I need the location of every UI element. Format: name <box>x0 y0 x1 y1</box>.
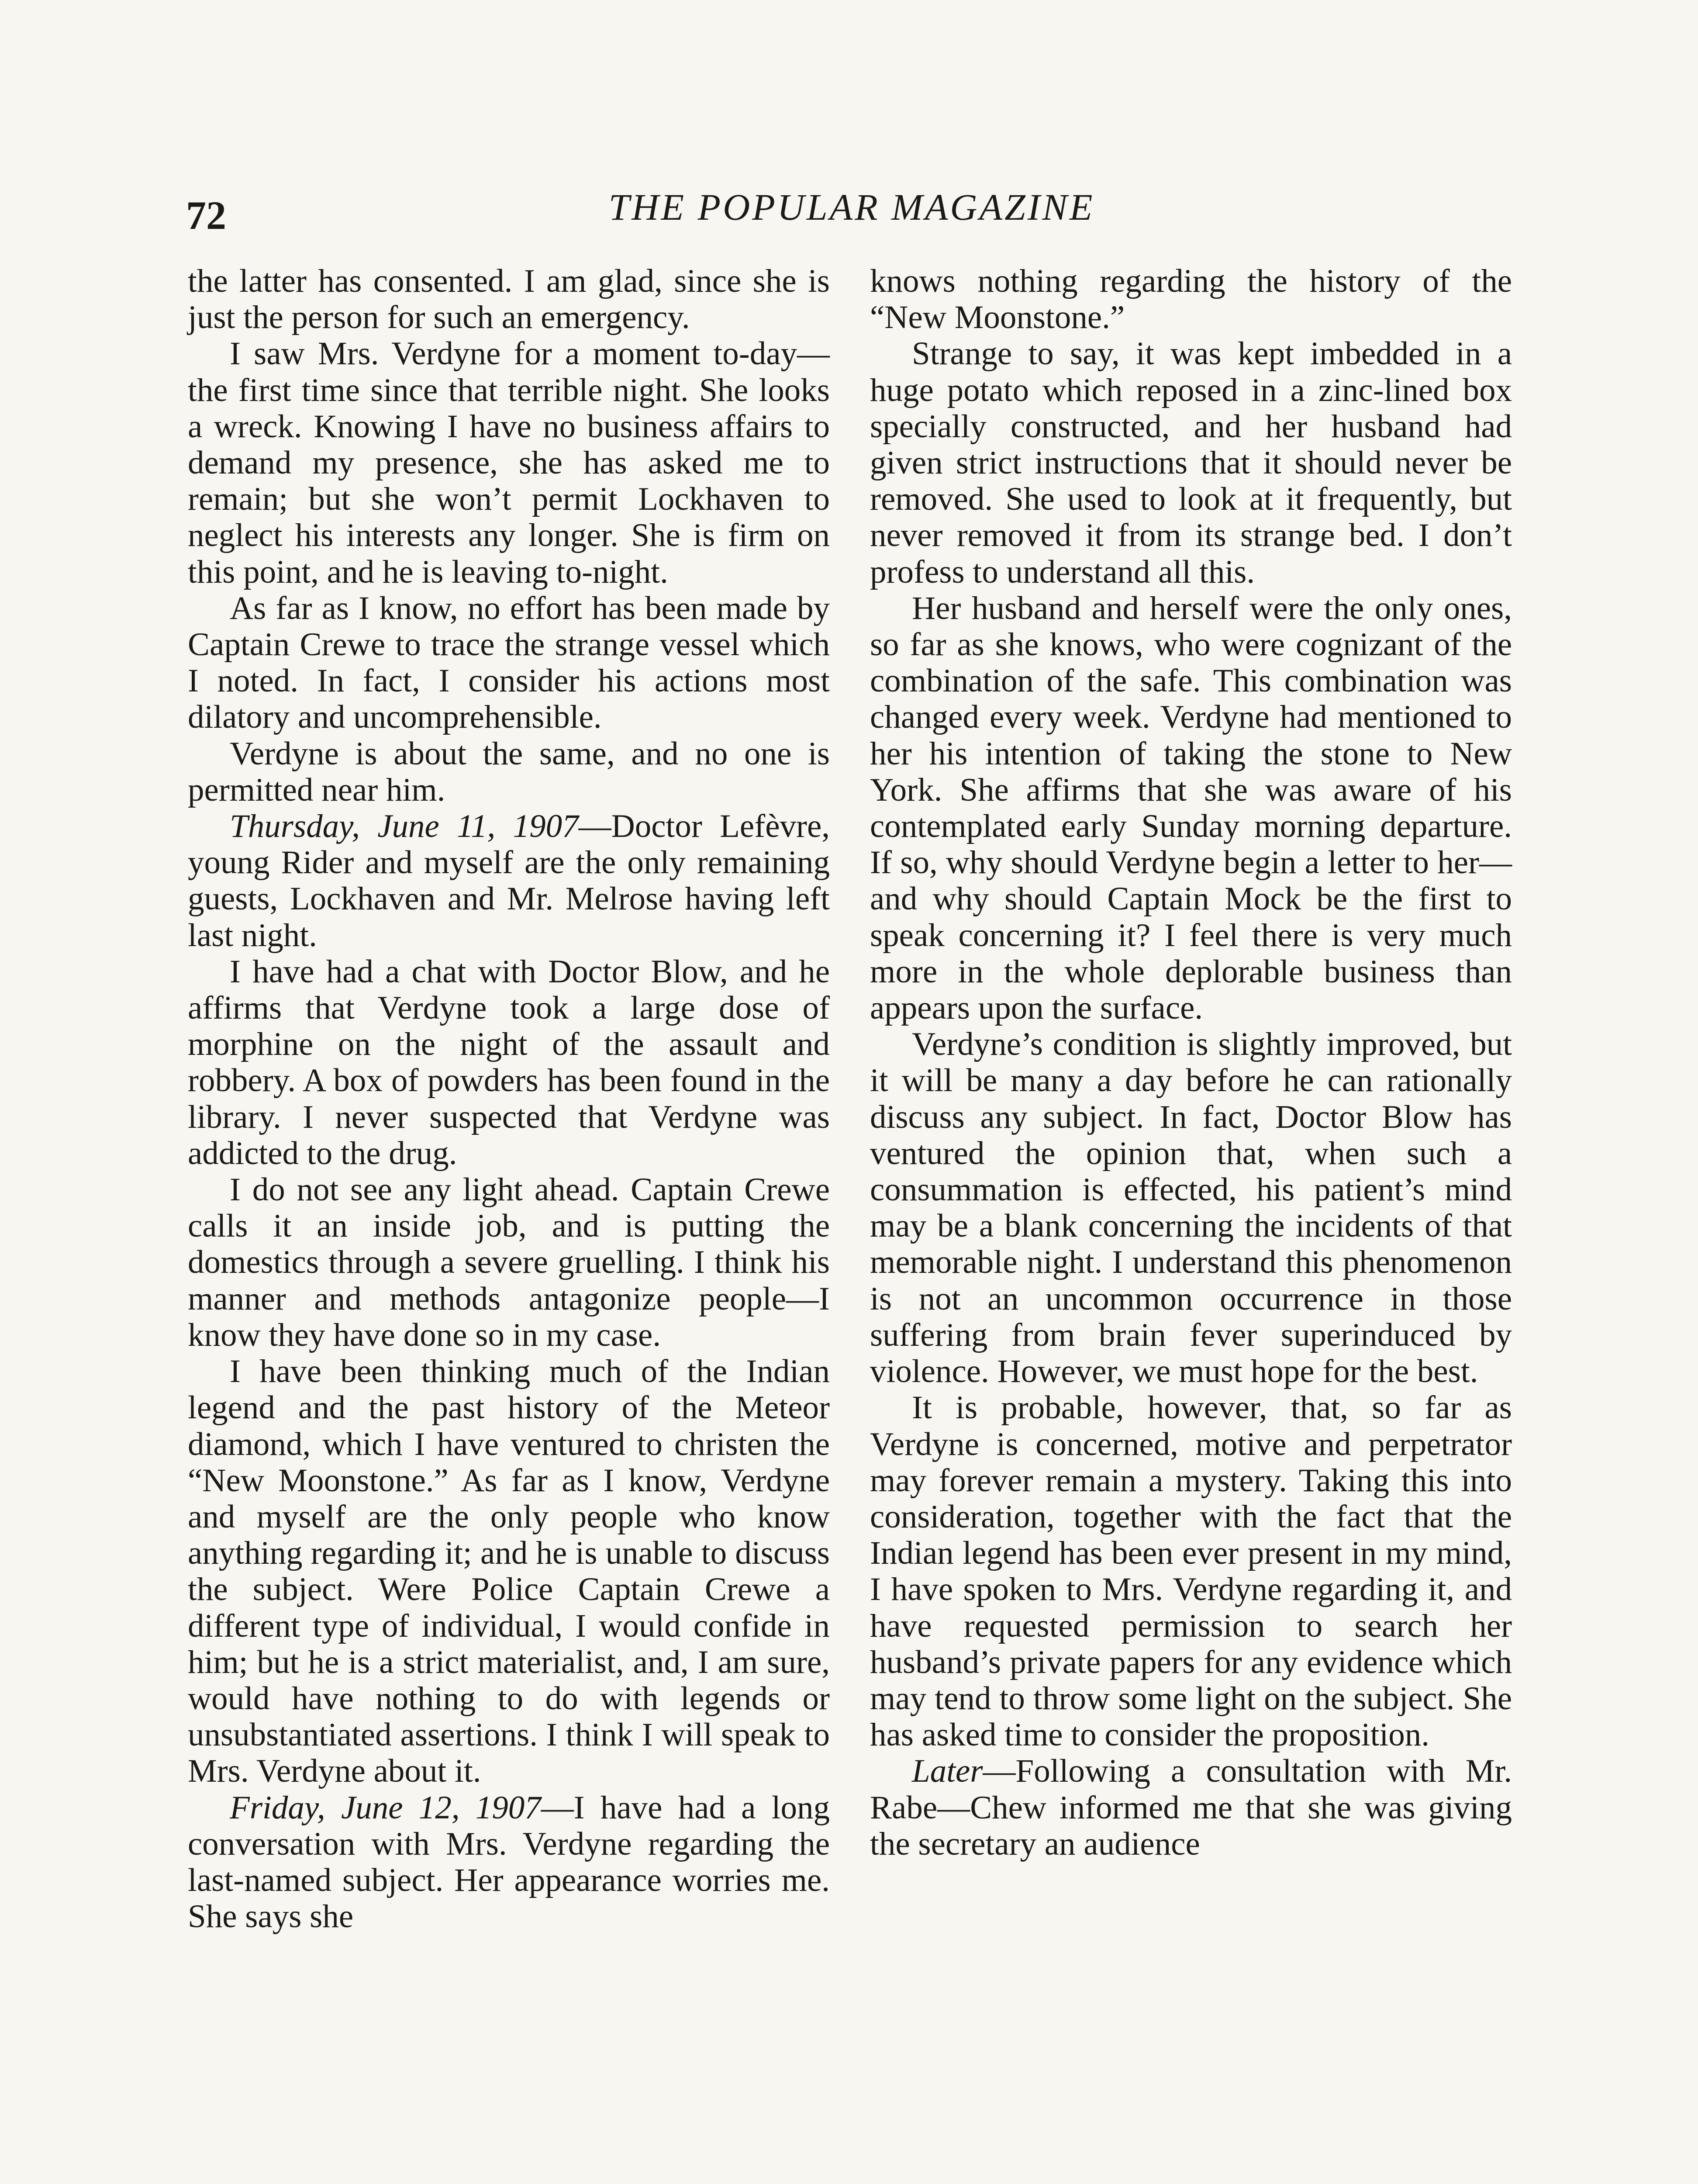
paragraph: I have had a chat with Doctor Blow, and he affirms that Verdyne took a large dose of morphine on the night of the assault and robbery. A box of powders has been found in the library. I never suspected that Verdyne was addicted to the drug. <box>188 953 830 1171</box>
paragraph: Verdyne is about the same, and no one is permitted near him. <box>188 735 830 808</box>
paragraph: Strange to say, it was kept imbedded in a huge potato which reposed in a zinc-lined box specially constructed, and her husband had given strict instructions that it should never be removed. She used to look at it frequently, but never removed it from its strange bed. I don’t profess to understand all this. <box>870 335 1512 590</box>
entry-date: Later <box>912 1753 983 1790</box>
paragraph: I saw Mrs. Verdyne for a moment to-day—the first time since that terrible night. She looks a wreck. Knowing I have no business affairs to demand my presence, she has asked me to remain; but she won’t permit Lockhaven to neglect his interests any longer. She is firm on this point, and he is leaving to-night. <box>188 335 830 590</box>
running-head: THE POPULAR MAGAZINE <box>608 186 1095 228</box>
entry-date: Friday, June 12, 1907 <box>230 1789 541 1826</box>
dated-paragraph <box>188 808 830 954</box>
dated-paragraph <box>870 1753 1512 1862</box>
right-column <box>870 263 1512 1862</box>
paragraph: I have been thinking much of the Indian legend and the past history of the Meteor diamond, which I have ventured to christen the “New Moonstone.” As far as I know, Verdyne and myself are the only people who know anything regarding it; and he is unable to discuss the subject. Were Police Captain Crewe a different type of individual, I would confide in him; but he is a strict materialist, and, I am sure, would have nothing to do with legends or unsubstantiated assertions. I think I will speak to Mrs. Verdyne about it. <box>188 1353 830 1790</box>
paragraph-text: —Following a consultation with Mr. Rabe—Chew informed me that she was giving the secretary an audience <box>870 1753 1512 1862</box>
paragraph: Her husband and herself were the only ones, so far as she knows, who were cognizant of the combination of the safe. This combination was changed every week. Verdyne had mentioned to her his intention of taking the stone to New York. She affirms that she was aware of his contemplated early Sunday morning departure. If so, why should Verdyne begin a letter to her—and why should Captain Mock be the first to speak concerning it? I feel there is very much more in the whole deplorable business than appears upon the surface. <box>870 590 1512 1026</box>
paragraph: knows nothing regarding the history of the “New Moonstone.” <box>870 263 1512 336</box>
paragraph-text: —Doctor Lefèvre, young Rider and myself are the only remaining guests, Lockhaven and Mr. Melrose having left last night. <box>188 808 830 954</box>
entry-date: Thursday, June 11, 1907 <box>230 808 579 845</box>
paragraph: the latter has consented. I am glad, since she is just the person for such an emergency. <box>188 263 830 336</box>
page-number: 72 <box>186 193 226 238</box>
dated-paragraph <box>188 1790 830 1935</box>
paragraph: As far as I know, no effort has been made by Captain Crewe to trace the strange vessel which I noted. In fact, I consider his actions most dilatory and uncomprehensible. <box>188 590 830 736</box>
left-column <box>188 263 830 1935</box>
paragraph: I do not see any light ahead. Captain Crewe calls it an inside job, and is putting the domestics through a severe gruelling. I think his manner and methods antagonize people—I know they have done so in my case. <box>188 1171 830 1353</box>
paragraph: Verdyne’s condition is slightly improved, but it will be many a day before he can rationally discuss any subject. In fact, Doctor Blow has ventured the opinion that, when such a consummation is effected, his patient’s mind may be a blank concerning the incidents of that memorable night. I understand this phenomenon is not an uncommon occurrence in those suffering from brain fever superinduced by violence. However, we must hope for the best. <box>870 1026 1512 1390</box>
paragraph: It is probable, however, that, so far as Verdyne is concerned, motive and perpetrator may forever remain a mystery. Taking this into consideration, together with the fact that the Indian legend has been ever present in my mind, I have spoken to Mrs. Verdyne regarding it, and have requested permission to search her husband’s private papers for any evidence which may tend to throw some light on the subject. She has asked time to consider the proposition. <box>870 1389 1512 1753</box>
paragraph-text: —I have had a long conversation with Mrs. Verdyne regarding the last-named subject. Her appearance worries me. She says she <box>188 1789 830 1935</box>
